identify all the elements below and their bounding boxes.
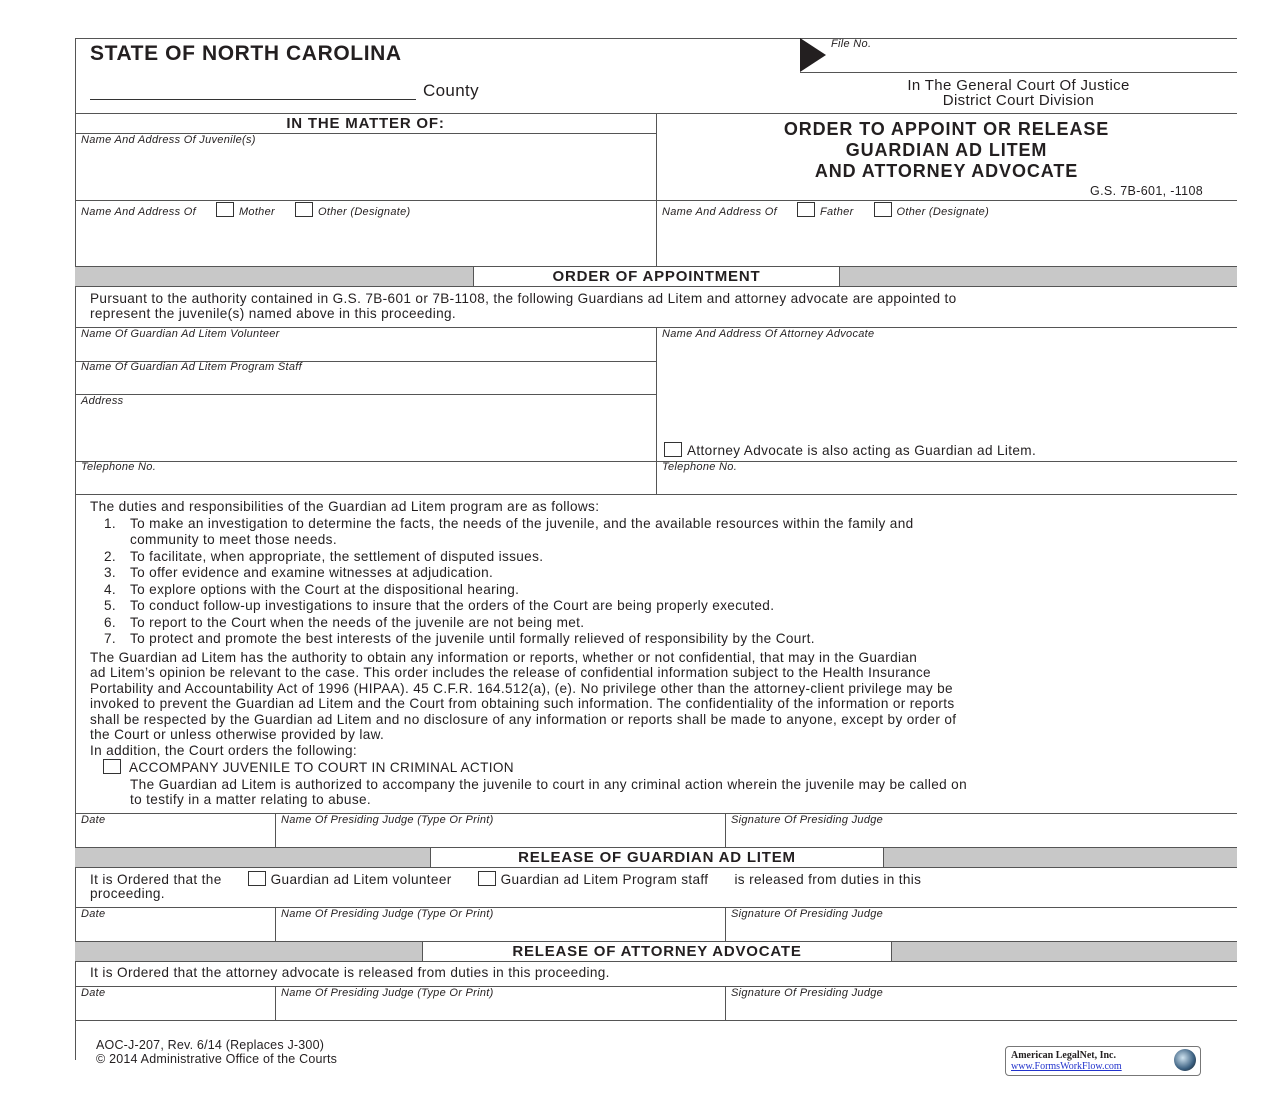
court-division: District Court Division bbox=[942, 92, 1095, 109]
release-att-heading: RELEASE OF ATTORNEY ADVOCATE bbox=[422, 941, 892, 962]
divider bbox=[725, 907, 726, 941]
divider bbox=[725, 813, 726, 847]
volunteer-checkbox[interactable] bbox=[248, 871, 266, 886]
release-gal-band bbox=[75, 847, 1237, 868]
matter-heading: IN THE MATTER OF: bbox=[286, 115, 445, 132]
staff-label: Name Of Guardian Ad Litem Program Staff bbox=[81, 361, 302, 373]
staff-checkbox[interactable] bbox=[478, 871, 496, 886]
label: Name And Address Of bbox=[81, 206, 196, 218]
accompany-text: to testify in a matter relating to abuse. bbox=[130, 792, 372, 807]
divider bbox=[275, 986, 276, 1020]
duty-number: 3. bbox=[104, 565, 117, 580]
date-label: Date bbox=[81, 987, 106, 999]
divider bbox=[75, 986, 1237, 987]
form-number: AOC-J-207, Rev. 6/14 (Replaces J-300) bbox=[96, 1038, 325, 1052]
duty-item bbox=[90, 582, 967, 599]
title-line: GUARDIAN AD LITEM bbox=[845, 140, 1048, 160]
divider bbox=[75, 494, 1237, 495]
title-line: AND ATTORNEY ADVOCATE bbox=[814, 161, 1079, 181]
appointment-heading: ORDER OF APPOINTMENT bbox=[473, 266, 840, 287]
paragraph-line: The Guardian ad Litem has the authority to obtain any information or reports, whether or not confidential, that may in the Guardian bbox=[90, 649, 918, 665]
duty-text: To facilitate, when appropriate, the settlement of disputed issues. bbox=[130, 548, 544, 564]
duties-intro: The duties and responsibilities of the Guardian ad Litem program are as follows: bbox=[90, 499, 600, 514]
also-gal-row bbox=[664, 442, 1036, 458]
duty-item bbox=[90, 615, 967, 632]
paragraph-line: Portability and Accountability Act of 1996 (HIPAA). 45 C.F.R. 164.512(a), (e). No privilege other than the attorney-client privilege may be bbox=[90, 680, 953, 696]
duty-item bbox=[90, 598, 967, 615]
authority-paragraph bbox=[90, 650, 967, 743]
duty-number: 6. bbox=[104, 614, 117, 630]
legalnet-logo[interactable] bbox=[1005, 1046, 1201, 1076]
divider bbox=[75, 461, 1237, 462]
duty-text: To make an investigation to determine the facts, the needs of the juvenile, and the available resources within the family and bbox=[130, 515, 914, 531]
form-title bbox=[656, 119, 1237, 182]
also-gal-checkbox[interactable] bbox=[664, 442, 682, 457]
duty-text: To explore options with the Court at the dispositional hearing. bbox=[130, 581, 520, 597]
logo-link[interactable]: www.FormsWorkFlow.com bbox=[1011, 1061, 1122, 1072]
paragraph-line: shall be respected by the Guardian ad Litem and no disclosure of any information or reports shall be made to anyone, except by order of bbox=[90, 711, 957, 727]
duty-number: 7. bbox=[104, 631, 117, 646]
signature-label: Signature Of Presiding Judge bbox=[731, 814, 884, 826]
release-gal-text: proceeding. bbox=[90, 886, 165, 901]
mother-checkbox[interactable] bbox=[216, 202, 234, 217]
label: Guardian ad Litem volunteer bbox=[270, 872, 452, 887]
duty-item bbox=[90, 516, 967, 549]
file-no-input[interactable] bbox=[831, 52, 1231, 70]
title-line: ORDER TO APPOINT OR RELEASE bbox=[783, 119, 1110, 139]
label: Mother bbox=[238, 206, 275, 218]
paragraph-line: the Court or unless otherwise provided by law. bbox=[90, 727, 385, 742]
telephone-label: Telephone No. bbox=[662, 461, 738, 473]
duty-item bbox=[90, 549, 967, 566]
telephone-label: Telephone No. bbox=[81, 461, 157, 473]
appointment-text: Pursuant to the authority contained in G.S. 7B-601 or 7B-1108, the following Guardians ad Litem and attorney advocate are appointed to bbox=[90, 291, 957, 306]
signature-label: Signature Of Presiding Judge bbox=[731, 908, 884, 920]
divider bbox=[75, 200, 1237, 201]
duty-text: To offer evidence and examine witnesses at adjudication. bbox=[130, 565, 494, 580]
divider bbox=[75, 907, 1237, 908]
other-checkbox[interactable] bbox=[874, 202, 892, 217]
mother-row bbox=[81, 202, 411, 218]
father-row bbox=[662, 202, 989, 218]
release-gal-row bbox=[90, 871, 921, 887]
label: is released from duties in this bbox=[734, 872, 922, 887]
other-checkbox[interactable] bbox=[295, 202, 313, 217]
release-att-band bbox=[75, 941, 1237, 962]
date-label: Date bbox=[81, 908, 106, 920]
divider bbox=[75, 813, 1237, 814]
accompany-label: ACCOMPANY JUVENILE TO COURT IN CRIMINAL ACTION bbox=[129, 760, 514, 775]
court-name: In The General Court Of Justice bbox=[907, 77, 1130, 94]
file-no-label: File No. bbox=[831, 38, 872, 50]
father-checkbox[interactable] bbox=[797, 202, 815, 217]
logo-text: American LegalNet, Inc. bbox=[1011, 1050, 1116, 1061]
volunteer-label: Name Of Guardian Ad Litem Volunteer bbox=[81, 328, 280, 340]
state-heading: STATE OF NORTH CAROLINA bbox=[90, 42, 402, 65]
judge-label: Name Of Presiding Judge (Type Or Print) bbox=[281, 987, 494, 999]
divider bbox=[75, 394, 656, 395]
divider bbox=[275, 907, 276, 941]
label: Name And Address Of bbox=[662, 206, 777, 218]
juvenile-label: Name And Address Of Juvenile(s) bbox=[81, 134, 256, 146]
release-gal-heading: RELEASE OF GUARDIAN AD LITEM bbox=[430, 847, 884, 868]
county-input[interactable] bbox=[90, 99, 416, 100]
label: It is Ordered that the bbox=[90, 872, 222, 887]
label: Guardian ad Litem Program staff bbox=[500, 872, 709, 887]
duties-list bbox=[90, 516, 967, 648]
juvenile-input[interactable] bbox=[80, 148, 650, 196]
accompany-text: The Guardian ad Litem is authorized to accompany the juvenile to court in any criminal action wherein the juvenile may be called on bbox=[130, 776, 967, 792]
label: Attorney Advocate is also acting as Guardian ad Litem. bbox=[687, 443, 1037, 458]
top-border bbox=[75, 38, 1237, 39]
divider bbox=[725, 986, 726, 1020]
paragraph-line: invoked to prevent the Guardian ad Litem and the Court from obtaining such information. The confidentiality of the information or reports bbox=[90, 696, 955, 711]
duty-number: 4. bbox=[104, 581, 117, 597]
label: Other (Designate) bbox=[317, 206, 411, 218]
duty-number: 2. bbox=[104, 548, 117, 564]
appointment-text: represent the juvenile(s) named above in this proceeding. bbox=[90, 306, 457, 321]
divider bbox=[75, 1020, 1237, 1021]
signature-label: Signature Of Presiding Judge bbox=[731, 987, 884, 999]
appointment-band bbox=[75, 266, 1237, 287]
globe-icon bbox=[1174, 1049, 1196, 1071]
duty-text: community to meet those needs. bbox=[130, 532, 337, 547]
duty-item bbox=[90, 565, 967, 582]
label: Other (Designate) bbox=[896, 206, 990, 218]
divider bbox=[275, 813, 276, 847]
date-label: Date bbox=[81, 814, 106, 826]
duty-text: To conduct follow-up investigations to insure that the orders of the Court are being properly executed. bbox=[130, 598, 775, 613]
duty-text: To report to the Court when the needs of the juvenile are not being met. bbox=[130, 614, 585, 630]
duty-item bbox=[90, 631, 967, 648]
statute: G.S. 7B-601, -1108 bbox=[1090, 184, 1204, 198]
addition-text: In addition, the Court orders the following: bbox=[90, 742, 358, 758]
paragraph-line: ad Litem’s opinion be relevant to the case. This order includes the release of confidential information subject to the Health Insurance bbox=[90, 665, 931, 680]
file-arrow-icon bbox=[800, 38, 826, 72]
divider bbox=[656, 327, 657, 494]
release-att-text: It is Ordered that the attorney advocate is released from duties in this proceeding. bbox=[90, 965, 610, 980]
divider bbox=[800, 72, 1237, 73]
label: Father bbox=[819, 206, 854, 218]
judge-label: Name Of Presiding Judge (Type Or Print) bbox=[281, 814, 494, 826]
accompany-checkbox[interactable] bbox=[103, 759, 121, 774]
copyright: © 2014 Administrative Office of the Courts bbox=[96, 1052, 338, 1066]
duties-section bbox=[90, 499, 967, 808]
duty-number: 5. bbox=[104, 598, 117, 613]
address-label: Address bbox=[81, 395, 124, 407]
judge-label: Name Of Presiding Judge (Type Or Print) bbox=[281, 908, 494, 920]
duty-text: To protect and promote the best interests of the juvenile until formally relieved of responsibility by the Court. bbox=[130, 631, 815, 646]
duty-number: 1. bbox=[104, 515, 117, 531]
county-label: County bbox=[423, 81, 479, 100]
attorney-label: Name And Address Of Attorney Advocate bbox=[662, 328, 875, 340]
